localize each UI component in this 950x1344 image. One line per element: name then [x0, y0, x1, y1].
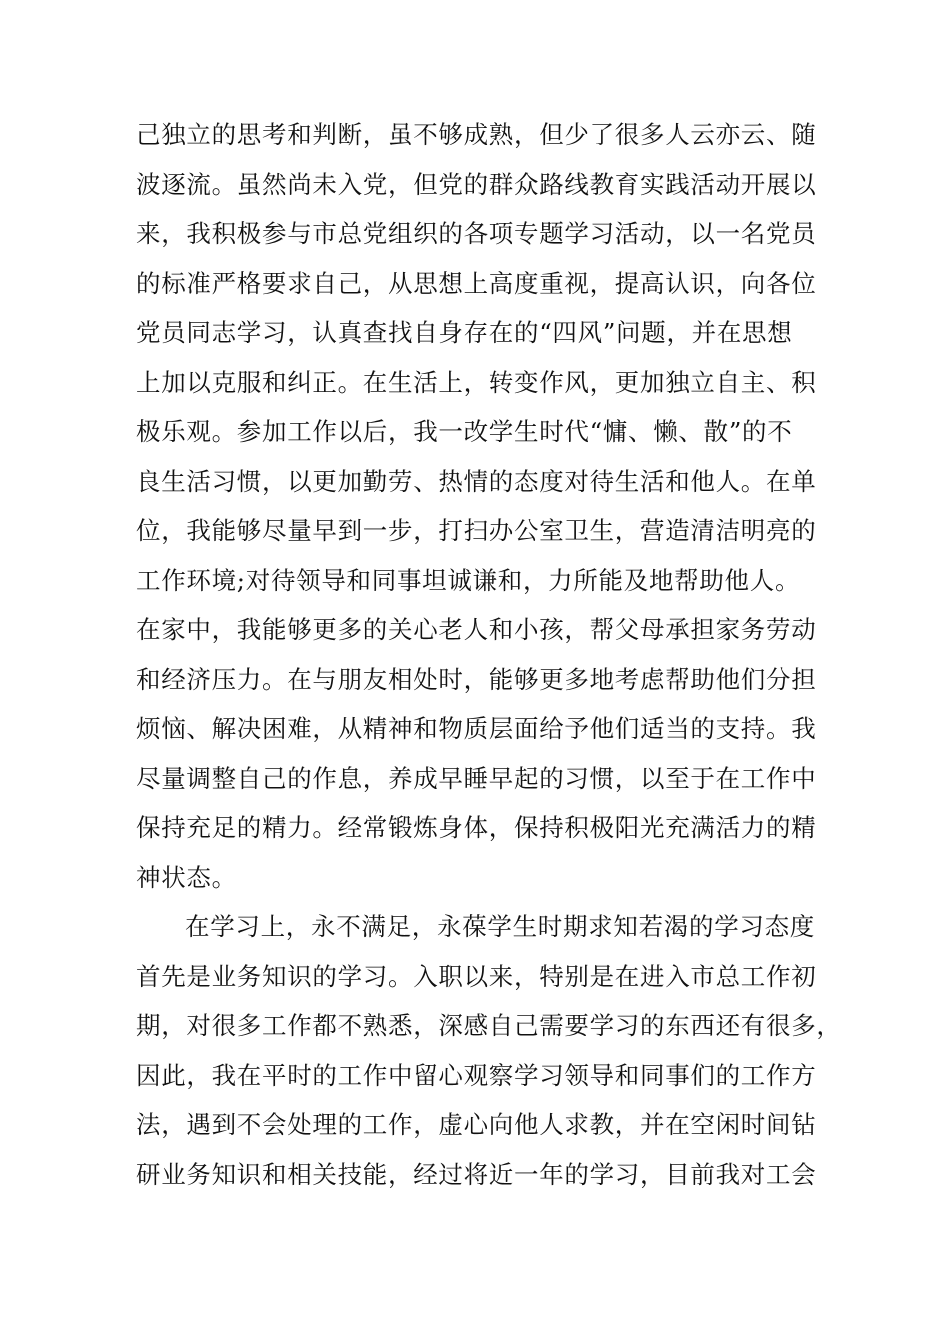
text-line: 极乐观。参加工作以后，我一改学生时代“慵、懒、散”的不 [136, 417, 793, 446]
text-line: 研业务知识和相关技能，经过将近一年的学习，目前我对工会 [136, 1159, 817, 1189]
text-line: 位，我能够尽量早到一步，打扫办公室卫生，营造清洁明亮的 [136, 516, 817, 545]
text-line: 的标准严格要求自己，从思想上高度重视，提高认识，向各位 [136, 268, 817, 298]
text-line: 烦恼、解决困难，从精神和物质层面给予他们适当的支持。我 [136, 714, 817, 743]
text-line: 首先是业务知识的学习。入职以来，特别是在进入市总工作初 [136, 961, 817, 991]
text-line: 工作环境;对待领导和同事坦诚谦和，力所能及地帮助他人。 [136, 565, 801, 595]
text-line: 神状态。 [136, 862, 237, 892]
text-line: 波逐流。虽然尚未入党，但党的群众路线教育实践活动开展以 [136, 169, 817, 199]
text-line: 良生活习惯，以更加勤劳、热情的态度对待生活和他人。在单 [136, 466, 817, 496]
text-line: 己独立的思考和判断，虽不够成熟，但少了很多人云亦云、随 [136, 120, 817, 149]
paragraph-start-line: 在学习上，永不满足，永葆学生时期求知若渴的学习态度 [185, 912, 815, 941]
text-line: 和经济压力。在与朋友相处时，能够更多地考虑帮助他们分担 [136, 664, 817, 694]
text-line: 保持充足的精力。经常锻炼身体，保持积极阳光充满活力的精 [136, 813, 817, 842]
text-line: 期，对很多工作都不熟悉，深感自己需要学习的东西还有很多， [136, 1011, 842, 1040]
text-line: 尽量调整自己的作息，养成早睡早起的习惯，以至于在工作中 [136, 763, 817, 793]
text-line: 因此，我在平时的工作中留心观察学习领导和同事们的工作方 [136, 1060, 817, 1090]
text-line: 法，遇到不会处理的工作，虚心向他人求教，并在空闲时间钻 [136, 1110, 817, 1139]
body-text [136, 110, 856, 1199]
text-line: 来，我积极参与市总党组织的各项专题学习活动，以一名党员 [136, 219, 817, 248]
text-line: 在家中，我能够更多的关心老人和小孩，帮父母承担家务劳动 [136, 615, 817, 644]
text-line: 党员同志学习，认真查找自身存在的“四风”问题，并在思想 [136, 318, 793, 347]
text-line: 上加以克服和纠正。在生活上，转变作风，更加独立自主、积 [136, 367, 817, 397]
